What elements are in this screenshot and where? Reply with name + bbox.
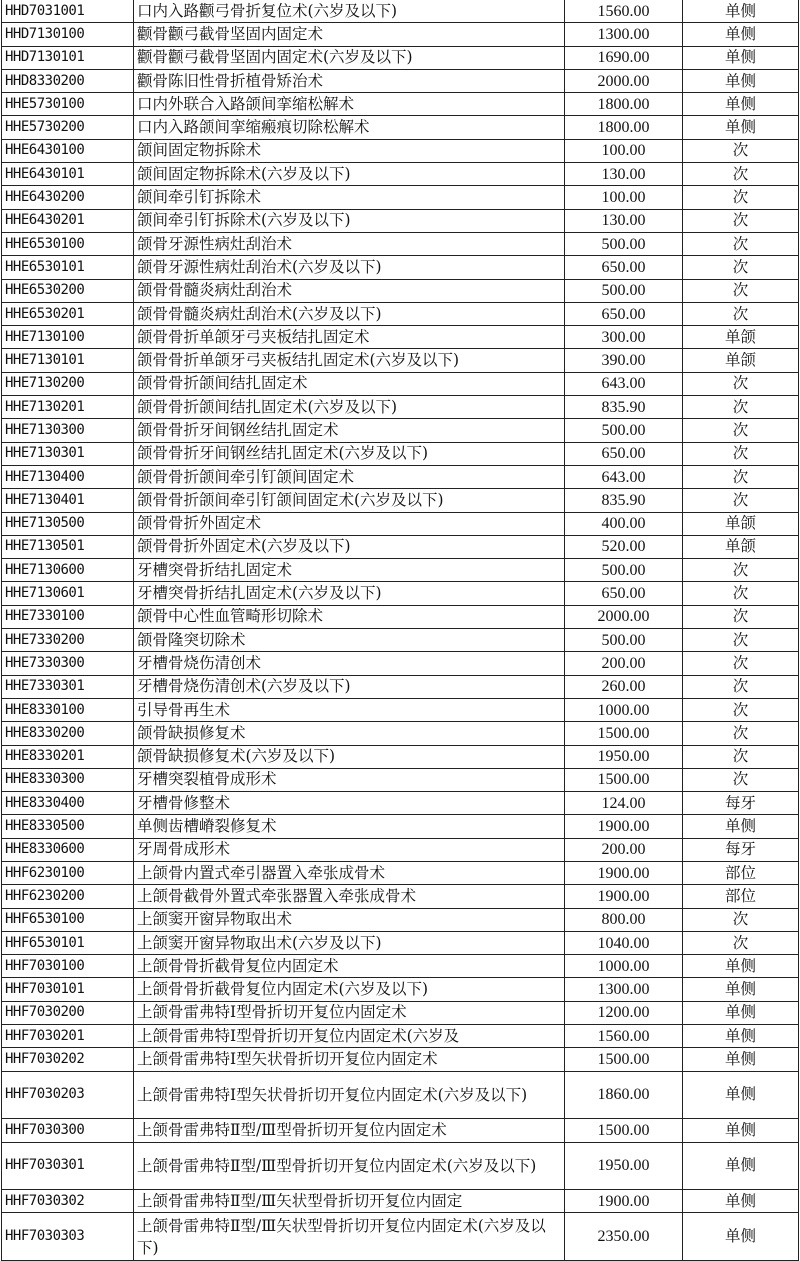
item-unit-cell: 次 (683, 908, 799, 931)
item-code-cell: HHF7030302 (2, 1190, 134, 1213)
item-price-cell: 1500.00 (565, 722, 683, 745)
item-name-cell: 颌骨骨折牙间钢丝结扎固定术 (134, 419, 565, 442)
item-price-cell: 835.90 (565, 489, 683, 512)
item-code-cell: HHE8330500 (2, 815, 134, 838)
item-unit-cell: 单侧 (683, 815, 799, 838)
fee-table-body (2, 0, 799, 1261)
table-row (2, 302, 799, 325)
item-price-cell: 1300.00 (565, 978, 683, 1001)
item-name-cell: 颌骨骨折颌间牵引钉颌间固定术(六岁及以下) (134, 489, 565, 512)
item-price-cell: 390.00 (565, 349, 683, 372)
item-name-cell: 颌骨骨折单颌牙弓夹板结扎固定术 (134, 326, 565, 349)
item-price-cell: 1900.00 (565, 885, 683, 908)
item-unit-cell: 单颌 (683, 326, 799, 349)
item-price-cell: 1040.00 (565, 931, 683, 954)
item-price-cell: 100.00 (565, 139, 683, 162)
item-price-cell: 1860.00 (565, 1071, 683, 1119)
item-unit-cell: 单侧 (683, 0, 799, 23)
item-price-cell: 650.00 (565, 256, 683, 279)
item-name-cell: 颧骨陈旧性骨折植骨矫治术 (134, 69, 565, 92)
item-name-cell: 颧骨颧弓截骨坚固内固定术 (134, 23, 565, 46)
item-code-cell: HHE7330301 (2, 675, 134, 698)
table-row (2, 745, 799, 768)
table-row (2, 559, 799, 582)
item-code-cell: HHE6530100 (2, 232, 134, 255)
item-code-cell: HHD7130101 (2, 46, 134, 69)
item-unit-cell: 部位 (683, 861, 799, 884)
item-code-cell: HHD7031001 (2, 0, 134, 23)
item-unit-cell: 次 (683, 139, 799, 162)
item-code-cell: HHE5730100 (2, 93, 134, 116)
item-price-cell: 300.00 (565, 326, 683, 349)
item-name-cell: 口内入路颌间挛缩瘢痕切除松解术 (134, 116, 565, 139)
table-row (2, 0, 799, 23)
item-unit-cell: 次 (683, 931, 799, 954)
item-name-cell: 颌骨缺损修复术(六岁及以下) (134, 745, 565, 768)
item-name-cell: 口内外联合入路颌间挛缩松解术 (134, 93, 565, 116)
table-row (2, 232, 799, 255)
item-name-cell: 单侧齿槽嵴裂修复术 (134, 815, 565, 838)
item-price-cell: 260.00 (565, 675, 683, 698)
item-code-cell: HHE7130501 (2, 535, 134, 558)
item-unit-cell: 次 (683, 372, 799, 395)
item-price-cell: 643.00 (565, 465, 683, 488)
item-name-cell: 颌间固定物拆除术 (134, 139, 565, 162)
table-row (2, 116, 799, 139)
item-name-cell: 上颌骨雷弗特Ⅰ型矢状骨折切开复位内固定术 (134, 1048, 565, 1071)
item-name-cell: 上颌骨雷弗特Ⅰ型矢状骨折切开复位内固定术(六岁及以下) (134, 1071, 565, 1119)
table-row (2, 419, 799, 442)
item-price-cell: 500.00 (565, 629, 683, 652)
item-unit-cell: 单侧 (683, 93, 799, 116)
item-price-cell: 1200.00 (565, 1001, 683, 1024)
item-code-cell: HHF7030202 (2, 1048, 134, 1071)
item-name-cell: 上颌窦开窗异物取出术 (134, 908, 565, 931)
item-unit-cell: 次 (683, 419, 799, 442)
item-unit-cell: 次 (683, 302, 799, 325)
item-name-cell: 颌骨中心性血管畸形切除术 (134, 605, 565, 628)
table-row (2, 209, 799, 232)
item-name-cell: 上颌骨内置式牵引器置入牵张成骨术 (134, 861, 565, 884)
item-name-cell: 颧骨颧弓截骨坚固内固定术(六岁及以下) (134, 46, 565, 69)
item-name-cell: 颌骨牙源性病灶刮治术 (134, 232, 565, 255)
item-code-cell: HHE8330300 (2, 768, 134, 791)
table-row (2, 93, 799, 116)
item-unit-cell: 次 (683, 675, 799, 698)
item-price-cell: 2000.00 (565, 605, 683, 628)
item-code-cell: HHF7030303 (2, 1213, 134, 1261)
table-row (2, 1048, 799, 1071)
table-row (2, 256, 799, 279)
table-row (2, 23, 799, 46)
item-price-cell: 650.00 (565, 302, 683, 325)
table-row (2, 1142, 799, 1190)
item-unit-cell: 次 (683, 722, 799, 745)
item-code-cell: HHE8330600 (2, 838, 134, 861)
item-price-cell: 1560.00 (565, 1025, 683, 1048)
table-row (2, 582, 799, 605)
item-price-cell: 1950.00 (565, 745, 683, 768)
table-row (2, 1213, 799, 1261)
item-unit-cell: 次 (683, 605, 799, 628)
item-unit-cell: 每牙 (683, 792, 799, 815)
item-code-cell: HHE7130300 (2, 419, 134, 442)
item-code-cell: HHE7130401 (2, 489, 134, 512)
item-unit-cell: 单侧 (683, 1001, 799, 1024)
item-code-cell: HHE6530201 (2, 302, 134, 325)
item-name-cell: 上颌骨骨折截骨复位内固定术(六岁及以下) (134, 978, 565, 1001)
item-name-cell: 上颌骨骨折截骨复位内固定术 (134, 955, 565, 978)
item-code-cell: HHE6530200 (2, 279, 134, 302)
item-code-cell: HHE7330300 (2, 652, 134, 675)
item-unit-cell: 次 (683, 396, 799, 419)
table-row (2, 489, 799, 512)
table-row (2, 792, 799, 815)
item-code-cell: HHF7030203 (2, 1071, 134, 1119)
item-code-cell: HHE7130101 (2, 349, 134, 372)
table-row (2, 139, 799, 162)
item-name-cell: 上颌骨雷弗特Ⅰ型骨折切开复位内固定术(六岁及 (134, 1025, 565, 1048)
item-price-cell: 1950.00 (565, 1142, 683, 1190)
table-row (2, 512, 799, 535)
table-row (2, 1071, 799, 1119)
item-code-cell: HHE8330200 (2, 722, 134, 745)
item-price-cell: 520.00 (565, 535, 683, 558)
item-code-cell: HHE7130200 (2, 372, 134, 395)
item-name-cell: 口内入路颧弓骨折复位术(六岁及以下) (134, 0, 565, 23)
table-row (2, 1119, 799, 1142)
item-price-cell: 130.00 (565, 163, 683, 186)
item-price-cell: 800.00 (565, 908, 683, 931)
item-code-cell: HHD7130100 (2, 23, 134, 46)
item-price-cell: 1000.00 (565, 955, 683, 978)
table-row (2, 442, 799, 465)
item-unit-cell: 次 (683, 442, 799, 465)
table-row (2, 1025, 799, 1048)
table-row (2, 1001, 799, 1024)
item-code-cell: HHE7130201 (2, 396, 134, 419)
item-name-cell: 牙槽突裂植骨成形术 (134, 768, 565, 791)
item-name-cell: 上颌骨雷弗特Ⅰ型骨折切开复位内固定术 (134, 1001, 565, 1024)
item-price-cell: 200.00 (565, 652, 683, 675)
item-unit-cell: 单颌 (683, 512, 799, 535)
table-row (2, 605, 799, 628)
item-unit-cell: 次 (683, 582, 799, 605)
item-price-cell: 2350.00 (565, 1213, 683, 1261)
item-name-cell: 颌间固定物拆除术(六岁及以下) (134, 163, 565, 186)
item-name-cell: 上颌骨雷弗特Ⅱ型/Ⅲ矢状型骨折切开复位内固定 (134, 1190, 565, 1213)
item-unit-cell: 次 (683, 209, 799, 232)
item-name-cell: 颌骨骨折牙间钢丝结扎固定术(六岁及以下) (134, 442, 565, 465)
item-name-cell: 颌骨牙源性病灶刮治术(六岁及以下) (134, 256, 565, 279)
item-unit-cell: 每牙 (683, 838, 799, 861)
item-price-cell: 200.00 (565, 838, 683, 861)
item-code-cell: HHE8330400 (2, 792, 134, 815)
table-row (2, 1190, 799, 1213)
item-price-cell: 1000.00 (565, 698, 683, 721)
item-code-cell: HHE7130400 (2, 465, 134, 488)
item-name-cell: 引导骨再生术 (134, 698, 565, 721)
table-row (2, 978, 799, 1001)
item-price-cell: 1690.00 (565, 46, 683, 69)
item-name-cell: 牙槽骨烧伤清创术 (134, 652, 565, 675)
item-code-cell: HHE7330200 (2, 629, 134, 652)
item-name-cell: 颌骨骨折颌间结扎固定术 (134, 372, 565, 395)
table-row (2, 815, 799, 838)
item-name-cell: 上颌骨雷弗特Ⅱ型/Ⅲ矢状型骨折切开复位内固定术(六岁及以下) (134, 1213, 565, 1261)
item-name-cell: 颌骨骨髓炎病灶刮治术(六岁及以下) (134, 302, 565, 325)
table-row (2, 955, 799, 978)
item-code-cell: HHE7330100 (2, 605, 134, 628)
item-unit-cell: 次 (683, 559, 799, 582)
table-row (2, 279, 799, 302)
item-code-cell: HHE6430200 (2, 186, 134, 209)
table-row (2, 69, 799, 92)
item-unit-cell: 单侧 (683, 116, 799, 139)
item-code-cell: HHE6430201 (2, 209, 134, 232)
item-price-cell: 1900.00 (565, 1190, 683, 1213)
item-code-cell: HHE7130301 (2, 442, 134, 465)
item-name-cell: 颌间牵引钉拆除术(六岁及以下) (134, 209, 565, 232)
item-price-cell: 500.00 (565, 279, 683, 302)
item-price-cell: 130.00 (565, 209, 683, 232)
table-row (2, 163, 799, 186)
item-price-cell: 835.90 (565, 396, 683, 419)
item-price-cell: 1560.00 (565, 0, 683, 23)
item-unit-cell: 次 (683, 489, 799, 512)
table-row (2, 652, 799, 675)
table-row (2, 722, 799, 745)
item-price-cell: 1500.00 (565, 768, 683, 791)
item-price-cell: 650.00 (565, 442, 683, 465)
table-row (2, 535, 799, 558)
item-name-cell: 牙槽突骨折结扎固定术(六岁及以下) (134, 582, 565, 605)
item-code-cell: HHE8330201 (2, 745, 134, 768)
item-name-cell: 颌骨缺损修复术 (134, 722, 565, 745)
item-price-cell: 124.00 (565, 792, 683, 815)
item-code-cell: HHF7030200 (2, 1001, 134, 1024)
table-row (2, 326, 799, 349)
item-code-cell: HHF7030100 (2, 955, 134, 978)
item-unit-cell: 次 (683, 768, 799, 791)
item-price-cell: 643.00 (565, 372, 683, 395)
table-row (2, 768, 799, 791)
item-name-cell: 颌骨骨折颌间结扎固定术(六岁及以下) (134, 396, 565, 419)
item-name-cell: 颌间牵引钉拆除术 (134, 186, 565, 209)
item-code-cell: HHF6530101 (2, 931, 134, 954)
item-price-cell: 100.00 (565, 186, 683, 209)
item-unit-cell: 次 (683, 629, 799, 652)
table-row (2, 186, 799, 209)
item-unit-cell: 单侧 (683, 1025, 799, 1048)
item-name-cell: 颌骨骨折外固定术 (134, 512, 565, 535)
item-unit-cell: 次 (683, 652, 799, 675)
item-code-cell: HHE5730200 (2, 116, 134, 139)
item-price-cell: 1900.00 (565, 861, 683, 884)
table-row (2, 931, 799, 954)
item-unit-cell: 单侧 (683, 1190, 799, 1213)
item-name-cell: 上颌窦开窗异物取出术(六岁及以下) (134, 931, 565, 954)
item-name-cell: 上颌骨雷弗特Ⅱ型/Ⅲ型骨折切开复位内固定术 (134, 1119, 565, 1142)
item-name-cell: 颌骨隆突切除术 (134, 629, 565, 652)
item-code-cell: HHE7130601 (2, 582, 134, 605)
item-unit-cell: 部位 (683, 885, 799, 908)
item-code-cell: HHF7030301 (2, 1142, 134, 1190)
item-price-cell: 650.00 (565, 582, 683, 605)
item-code-cell: HHE6430101 (2, 163, 134, 186)
item-unit-cell: 次 (683, 232, 799, 255)
item-code-cell: HHF6530100 (2, 908, 134, 931)
item-unit-cell: 单侧 (683, 69, 799, 92)
item-name-cell: 颌骨骨髓炎病灶刮治术 (134, 279, 565, 302)
item-unit-cell: 次 (683, 698, 799, 721)
table-row (2, 675, 799, 698)
item-price-cell: 1800.00 (565, 93, 683, 116)
item-price-cell: 500.00 (565, 419, 683, 442)
item-code-cell: HHF7030101 (2, 978, 134, 1001)
item-name-cell: 上颌骨截骨外置式牵张器置入牵张成骨术 (134, 885, 565, 908)
item-code-cell: HHD8330200 (2, 69, 134, 92)
item-name-cell: 颌骨骨折单颌牙弓夹板结扎固定术(六岁及以下) (134, 349, 565, 372)
item-unit-cell: 次 (683, 163, 799, 186)
item-code-cell: HHE7130600 (2, 559, 134, 582)
table-row (2, 838, 799, 861)
item-price-cell: 1300.00 (565, 23, 683, 46)
item-price-cell: 1900.00 (565, 815, 683, 838)
item-code-cell: HHE6530101 (2, 256, 134, 279)
item-name-cell: 牙周骨成形术 (134, 838, 565, 861)
item-price-cell: 500.00 (565, 559, 683, 582)
item-unit-cell: 次 (683, 186, 799, 209)
item-unit-cell: 单侧 (683, 1048, 799, 1071)
table-row (2, 629, 799, 652)
table-row (2, 698, 799, 721)
item-price-cell: 400.00 (565, 512, 683, 535)
item-name-cell: 牙槽突骨折结扎固定术 (134, 559, 565, 582)
item-name-cell: 牙槽骨修整术 (134, 792, 565, 815)
table-row (2, 396, 799, 419)
item-code-cell: HHF6230200 (2, 885, 134, 908)
table-row (2, 349, 799, 372)
table-row (2, 861, 799, 884)
item-name-cell: 颌骨骨折颌间牵引钉颌间固定术 (134, 465, 565, 488)
item-price-cell: 1500.00 (565, 1119, 683, 1142)
item-code-cell: HHF7030201 (2, 1025, 134, 1048)
item-unit-cell: 单颌 (683, 535, 799, 558)
item-price-cell: 1500.00 (565, 1048, 683, 1071)
item-name-cell: 上颌骨雷弗特Ⅱ型/Ⅲ型骨折切开复位内固定术(六岁及以下) (134, 1142, 565, 1190)
item-code-cell: HHE8330100 (2, 698, 134, 721)
item-unit-cell: 单颌 (683, 349, 799, 372)
item-unit-cell: 单侧 (683, 955, 799, 978)
item-name-cell: 颌骨骨折外固定术(六岁及以下) (134, 535, 565, 558)
table-row (2, 46, 799, 69)
table-row (2, 908, 799, 931)
item-unit-cell: 单侧 (683, 1071, 799, 1119)
item-name-cell: 牙槽骨烧伤清创术(六岁及以下) (134, 675, 565, 698)
item-code-cell: HHF6230100 (2, 861, 134, 884)
item-unit-cell: 次 (683, 256, 799, 279)
table-row (2, 465, 799, 488)
item-price-cell: 1800.00 (565, 116, 683, 139)
item-unit-cell: 单侧 (683, 978, 799, 1001)
item-code-cell: HHE7130500 (2, 512, 134, 535)
item-price-cell: 500.00 (565, 232, 683, 255)
item-code-cell: HHF7030300 (2, 1119, 134, 1142)
table-row (2, 372, 799, 395)
item-unit-cell: 单侧 (683, 1142, 799, 1190)
item-unit-cell: 单侧 (683, 46, 799, 69)
item-unit-cell: 次 (683, 745, 799, 768)
item-price-cell: 2000.00 (565, 69, 683, 92)
item-unit-cell: 次 (683, 279, 799, 302)
item-unit-cell: 单侧 (683, 23, 799, 46)
item-unit-cell: 次 (683, 465, 799, 488)
item-unit-cell: 单侧 (683, 1213, 799, 1261)
item-code-cell: HHE7130100 (2, 326, 134, 349)
fee-table (1, 0, 799, 1261)
table-row (2, 885, 799, 908)
item-unit-cell: 单侧 (683, 1119, 799, 1142)
item-code-cell: HHE6430100 (2, 139, 134, 162)
